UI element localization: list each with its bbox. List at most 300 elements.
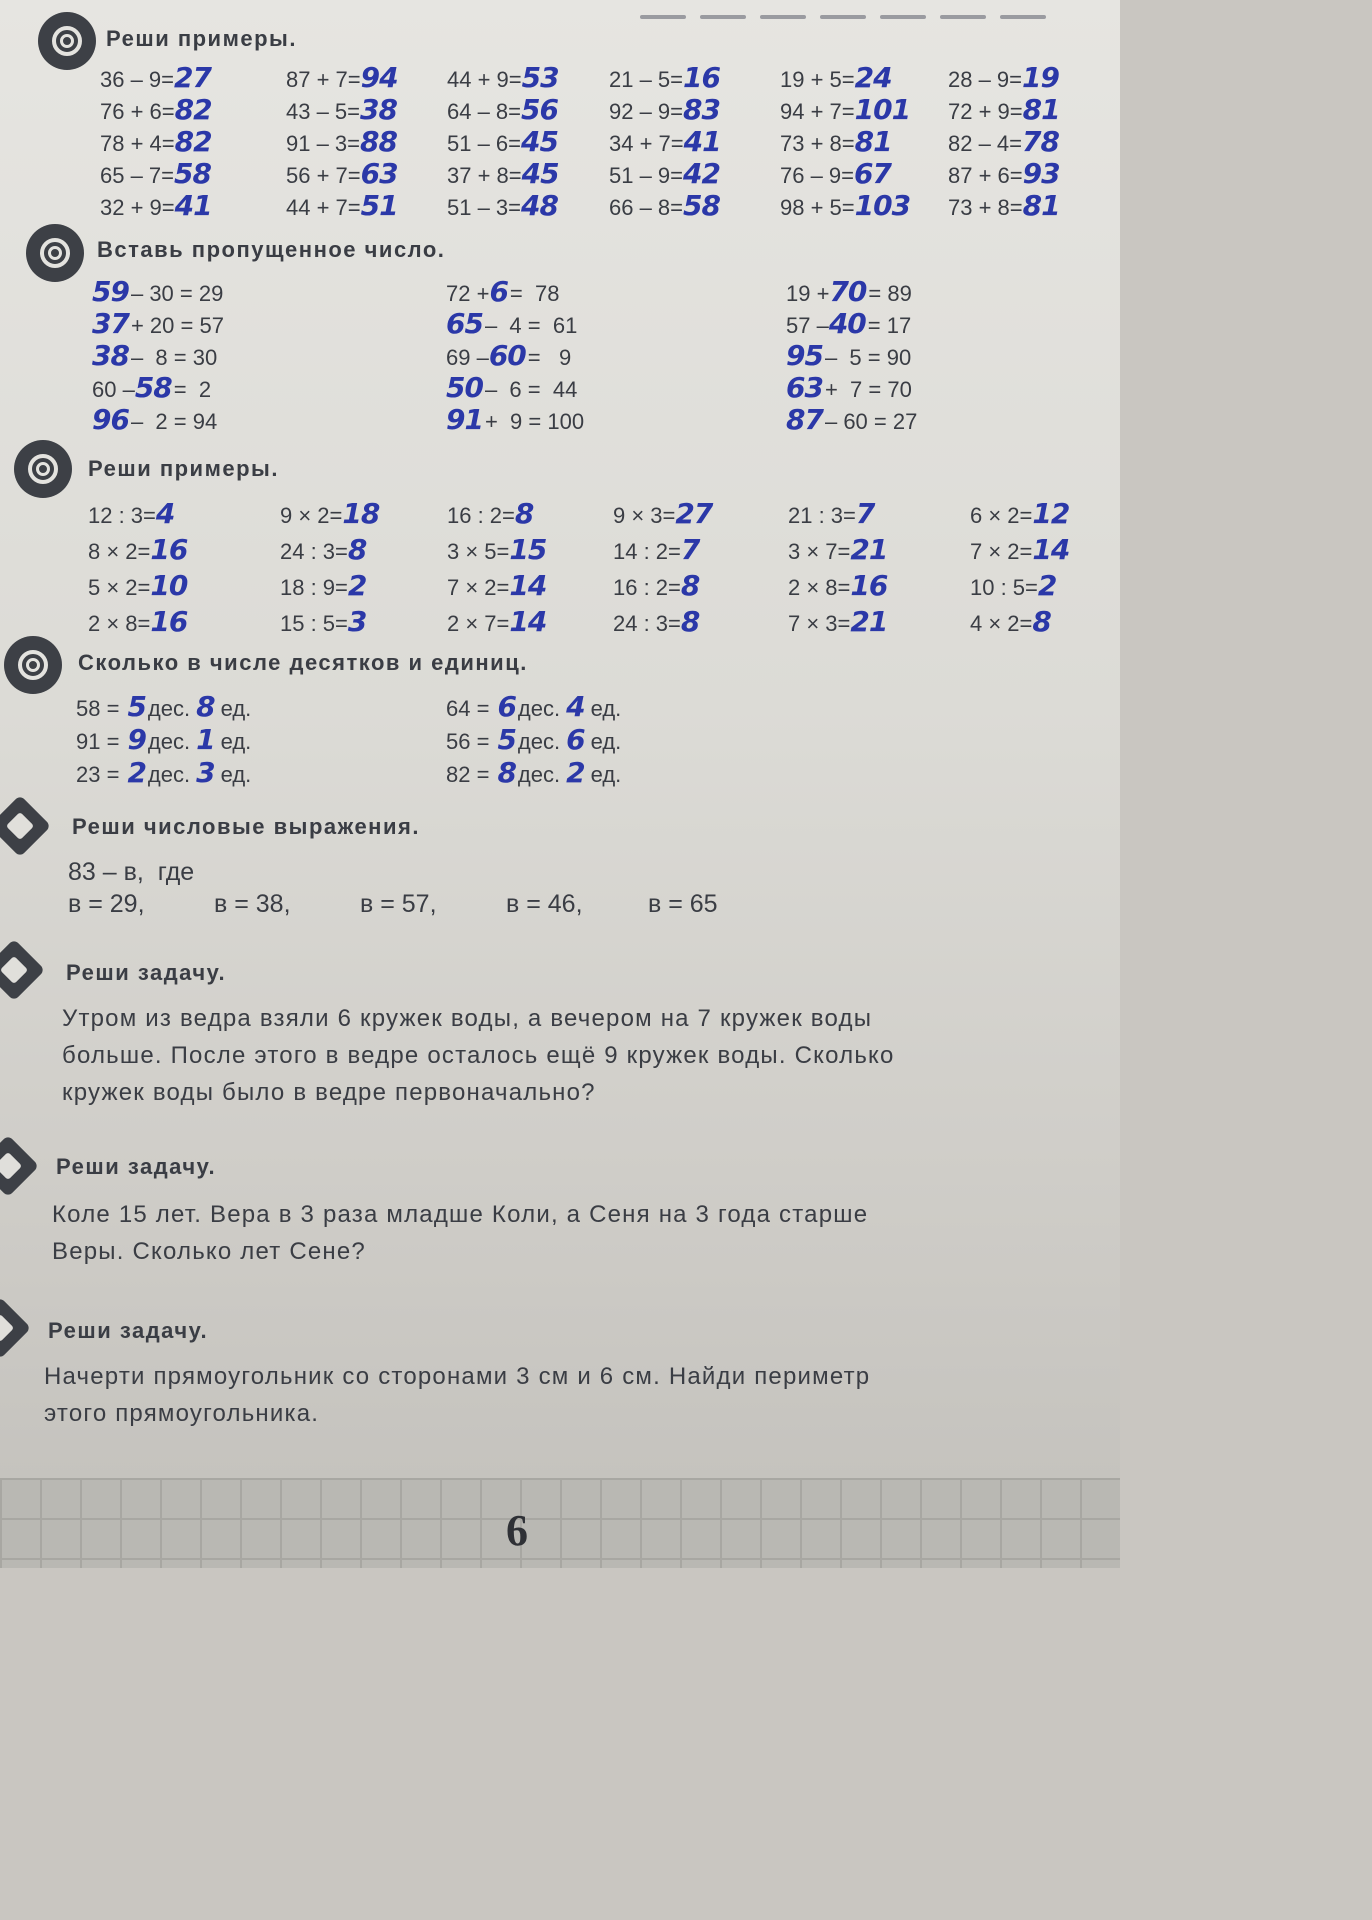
- handwritten-answer: 101: [854, 93, 911, 126]
- variable-value: в = 29,: [68, 890, 145, 918]
- printed-expression: + 7 = 70: [824, 377, 912, 402]
- handwritten-answer: 14: [509, 605, 547, 638]
- task-line: кружек воды было в ведре первоначально?: [62, 1079, 596, 1106]
- page-number: 6: [506, 1506, 528, 1555]
- handwritten-answer: 81: [1022, 93, 1060, 126]
- printed-expression: 82 – 4=: [948, 131, 1023, 156]
- example-row: [609, 158, 721, 190]
- handwritten-answer: 42: [683, 157, 720, 190]
- example-row: [609, 126, 721, 158]
- example-row: [446, 404, 584, 436]
- tens-ones-column: [76, 690, 251, 789]
- handwritten-answer: 60: [488, 339, 526, 372]
- handwritten-answer: 7: [855, 497, 875, 530]
- printed-expression: 66 – 8=: [609, 195, 684, 220]
- tens-label: дес.: [147, 696, 191, 721]
- example-row: [948, 190, 1060, 222]
- example-row: [286, 94, 398, 126]
- handwritten-ones: 1: [196, 723, 215, 756]
- example-row: [280, 532, 379, 568]
- ones-label: ед.: [220, 729, 252, 754]
- example-row: [780, 126, 910, 158]
- printed-expression: + 9 = 100: [484, 409, 585, 434]
- task-line: больше. После этого в ведре осталось ещё 9 кружек воды. Сколько: [62, 1042, 895, 1069]
- printed-expression: 76 – 9=: [780, 163, 855, 188]
- printed-expression: 65 – 7=: [100, 163, 175, 188]
- printed-expression: 87 + 7=: [286, 67, 361, 92]
- handwritten-answer: 8: [680, 569, 700, 602]
- example-row: [100, 158, 212, 190]
- example-row: [92, 340, 224, 372]
- example-row: [447, 532, 546, 568]
- printed-expression: 44 + 9=: [447, 67, 522, 92]
- printed-expression: 3 × 5=: [447, 539, 510, 564]
- printed-expression: 7 × 3=: [788, 611, 851, 636]
- printed-expression: 19 + 5=: [780, 67, 855, 92]
- task-line: Коле 15 лет. Вера в 3 раза младше Коли, а Сеня на 3 года старше: [52, 1201, 869, 1228]
- example-row: [970, 532, 1069, 568]
- handwritten-answer: 16: [850, 569, 888, 602]
- printed-expression: 98 + 5=: [780, 195, 855, 220]
- number-label: 64 =: [446, 696, 490, 721]
- printed-expression: 76 + 6=: [100, 99, 175, 124]
- handwritten-answer: 65: [446, 307, 483, 340]
- printed-expression: 60 –: [92, 377, 135, 402]
- diamond-icon: [0, 795, 51, 857]
- example-row: [948, 94, 1060, 126]
- handwritten-answer: 53: [521, 61, 559, 94]
- tens-ones-row: [446, 690, 621, 723]
- example-row: [447, 158, 559, 190]
- tens-label: дес.: [517, 762, 561, 787]
- printed-expression: 44 + 7=: [286, 195, 361, 220]
- example-row: [788, 604, 887, 640]
- printed-expression: 32 + 9=: [100, 195, 175, 220]
- handwritten-ones: 6: [566, 723, 585, 756]
- handwritten-answer: 16: [683, 61, 720, 94]
- handwritten-answer: 58: [174, 157, 211, 190]
- task-line: Веры. Сколько лет Сене?: [52, 1238, 366, 1265]
- printed-expression: – 5 = 90: [824, 345, 912, 370]
- example-row: [788, 568, 887, 604]
- section-3-title: Реши примеры.: [88, 456, 279, 481]
- handwritten-ones: 8: [196, 690, 215, 723]
- example-row: [100, 62, 212, 94]
- ones-label: ед.: [590, 762, 622, 787]
- handwritten-answer: 63: [786, 371, 823, 404]
- example-row: [446, 340, 584, 372]
- example-column: [788, 496, 887, 640]
- printed-expression: 2 × 8=: [788, 575, 851, 600]
- handwritten-answer: 78: [1022, 125, 1059, 158]
- example-column: [286, 62, 398, 222]
- tens-ones-row: [446, 756, 621, 789]
- printed-expression: 21 : 3=: [788, 503, 856, 528]
- example-row: [786, 276, 917, 308]
- example-row: [88, 568, 187, 604]
- handwritten-tens: 8: [497, 756, 516, 789]
- handwritten-answer: 21: [850, 533, 888, 566]
- example-row: [788, 532, 887, 568]
- example-row: [609, 62, 721, 94]
- example-column: [970, 496, 1069, 640]
- example-row: [609, 190, 721, 222]
- handwritten-answer: 8: [680, 605, 700, 638]
- printed-expression: 94 + 7=: [780, 99, 855, 124]
- handwritten-answer: 45: [521, 125, 558, 158]
- printed-expression: 91 – 3=: [286, 131, 361, 156]
- task-line: этого прямоугольника.: [44, 1400, 320, 1427]
- handwritten-answer: 21: [850, 605, 888, 638]
- handwritten-answer: 8: [1032, 605, 1051, 638]
- printed-expression: 78 + 4=: [100, 131, 175, 156]
- example-row: [92, 276, 224, 308]
- example-column: [613, 496, 712, 640]
- variable-value: в = 65: [648, 890, 718, 918]
- printed-expression: 73 + 8=: [948, 195, 1023, 220]
- printed-expression: – 6 = 44: [484, 377, 578, 402]
- example-column: [446, 276, 584, 436]
- spiral-icon: [4, 636, 62, 694]
- handwritten-answer: 27: [174, 61, 211, 94]
- expression: 83 – в, где: [68, 858, 195, 886]
- tens-ones-row: [76, 756, 251, 789]
- printed-expression: 4 × 2=: [970, 611, 1033, 636]
- handwritten-answer: 41: [174, 189, 212, 222]
- section-5-title: Реши числовые выражения.: [72, 814, 420, 839]
- tens-label: дес.: [147, 729, 191, 754]
- handwritten-answer: 50: [446, 371, 483, 404]
- printed-expression: 5 × 2=: [88, 575, 151, 600]
- example-row: [780, 190, 910, 222]
- example-row: [447, 568, 546, 604]
- handwritten-answer: 14: [509, 569, 547, 602]
- tens-ones-row: [76, 690, 251, 723]
- example-row: [948, 158, 1060, 190]
- tens-ones-column: [446, 690, 621, 789]
- handwritten-answer: 38: [360, 93, 397, 126]
- example-row: [100, 94, 212, 126]
- handwritten-answer: 4: [155, 497, 175, 530]
- example-row: [613, 604, 712, 640]
- handwritten-answer: 81: [1022, 189, 1060, 222]
- example-row: [613, 496, 712, 532]
- printed-expression: 6 × 2=: [970, 503, 1033, 528]
- handwritten-answer: 59: [92, 275, 129, 308]
- printed-expression: = 9: [527, 345, 572, 370]
- example-row: [788, 496, 887, 532]
- example-row: [88, 604, 187, 640]
- spiral-icon: [26, 224, 84, 282]
- printed-expression: 14 : 2=: [613, 539, 681, 564]
- handwritten-tens: 2: [127, 756, 146, 789]
- example-row: [88, 532, 187, 568]
- printed-expression: = 78: [509, 281, 560, 306]
- handwritten-answer: 6: [489, 275, 508, 308]
- printed-expression: – 30 = 29: [130, 281, 224, 306]
- handwritten-answer: 96: [92, 403, 129, 436]
- handwritten-answer: 82: [174, 93, 212, 126]
- printed-expression: 51 – 3=: [447, 195, 522, 220]
- variable-value: в = 57,: [360, 890, 437, 918]
- example-row: [948, 126, 1060, 158]
- printed-expression: = 17: [867, 313, 912, 338]
- example-row: [446, 372, 584, 404]
- printed-expression: 69 –: [446, 345, 489, 370]
- example-row: [780, 158, 910, 190]
- handwritten-ones: 3: [196, 756, 215, 789]
- handwritten-answer: 88: [360, 125, 397, 158]
- handwritten-answer: 14: [1032, 533, 1070, 566]
- printed-expression: 64 – 8=: [447, 99, 522, 124]
- task-3-text: [44, 1358, 870, 1432]
- example-row: [447, 126, 559, 158]
- example-row: [786, 340, 917, 372]
- number-label: 23 =: [76, 762, 120, 787]
- handwritten-answer: 40: [828, 307, 866, 340]
- example-row: [786, 404, 917, 436]
- tens-label: дес.: [517, 696, 561, 721]
- example-column: [948, 62, 1060, 222]
- printed-expression: 72 + 9=: [948, 99, 1023, 124]
- printed-expression: 3 × 7=: [788, 539, 851, 564]
- tens-label: дес.: [147, 762, 191, 787]
- handwritten-tens: 9: [127, 723, 146, 756]
- ones-label: ед.: [590, 696, 622, 721]
- handwritten-answer: 16: [150, 533, 188, 566]
- printed-expression: 7 × 2=: [970, 539, 1033, 564]
- example-column: [280, 496, 379, 640]
- printed-expression: 16 : 2=: [613, 575, 681, 600]
- handwritten-answer: 3: [347, 605, 367, 638]
- handwritten-tens: 5: [497, 723, 516, 756]
- example-column: [447, 496, 546, 640]
- example-row: [100, 126, 212, 158]
- printed-expression: 15 : 5=: [280, 611, 348, 636]
- handwritten-answer: 87: [786, 403, 823, 436]
- example-row: [280, 604, 379, 640]
- handwritten-answer: 48: [521, 189, 558, 222]
- task-line: Утром из ведра взяли 6 кружек воды, а вечером на 7 кружек воды: [62, 1005, 873, 1032]
- printed-expression: 2 × 7=: [447, 611, 510, 636]
- example-row: [447, 604, 546, 640]
- section-8-title: Реши задачу.: [48, 1318, 209, 1343]
- printed-expression: 37 + 8=: [447, 163, 522, 188]
- handwritten-answer: 2: [1037, 569, 1057, 602]
- example-row: [286, 126, 398, 158]
- top-dashed-border: [640, 6, 1120, 18]
- example-row: [780, 62, 910, 94]
- printed-expression: 9 × 3=: [613, 503, 676, 528]
- example-row: [92, 404, 224, 436]
- printed-expression: = 2: [173, 377, 212, 402]
- printed-expression: 7 × 2=: [447, 575, 510, 600]
- task-2-text: [52, 1196, 868, 1270]
- handwritten-answer: 10: [150, 569, 188, 602]
- example-row: [613, 532, 712, 568]
- section-6-title: Реши задачу.: [66, 960, 227, 985]
- example-row: [447, 62, 559, 94]
- example-row: [780, 94, 910, 126]
- printed-expression: 51 – 6=: [447, 131, 522, 156]
- printed-expression: 72 +: [446, 281, 490, 306]
- tens-ones-row: [76, 723, 251, 756]
- example-row: [100, 190, 212, 222]
- number-label: 56 =: [446, 729, 490, 754]
- handwritten-answer: 2: [347, 569, 367, 602]
- example-column: [92, 276, 224, 436]
- handwritten-tens: 6: [497, 690, 516, 723]
- printed-expression: 9 × 2=: [280, 503, 343, 528]
- section-1-title: Реши примеры.: [106, 26, 297, 51]
- handwritten-answer: 8: [514, 497, 534, 530]
- handwritten-answer: 94: [360, 61, 398, 94]
- printed-expression: 24 : 3=: [280, 539, 348, 564]
- printed-expression: 28 – 9=: [948, 67, 1023, 92]
- handwritten-answer: 93: [1022, 157, 1060, 190]
- ones-label: ед.: [220, 696, 252, 721]
- handwritten-answer: 7: [680, 533, 700, 566]
- example-row: [447, 190, 559, 222]
- example-row: [613, 568, 712, 604]
- handwritten-answer: 56: [521, 93, 558, 126]
- handwritten-answer: 58: [683, 189, 720, 222]
- example-column: [100, 62, 212, 222]
- printed-expression: – 8 = 30: [130, 345, 218, 370]
- handwritten-answer: 91: [446, 403, 483, 436]
- handwritten-answer: 37: [92, 307, 129, 340]
- section-4-title: Сколько в числе десятков и единиц.: [78, 650, 528, 675]
- printed-expression: 51 – 9=: [609, 163, 684, 188]
- example-row: [446, 276, 584, 308]
- diamond-icon: [0, 1297, 31, 1359]
- handwritten-answer: 27: [675, 497, 713, 530]
- handwritten-answer: 83: [683, 93, 720, 126]
- example-row: [286, 190, 398, 222]
- printed-expression: 73 + 8=: [780, 131, 855, 156]
- handwritten-answer: 103: [854, 189, 911, 222]
- example-row: [970, 604, 1069, 640]
- example-row: [286, 158, 398, 190]
- section-2-title: Вставь пропущенное число.: [97, 237, 446, 262]
- example-row: [948, 62, 1060, 94]
- handwritten-tens: 5: [127, 690, 146, 723]
- example-row: [970, 568, 1069, 604]
- handwritten-answer: 15: [509, 533, 547, 566]
- handwritten-answer: 67: [854, 157, 891, 190]
- printed-expression: – 4 = 61: [484, 313, 578, 338]
- printed-expression: 8 × 2=: [88, 539, 151, 564]
- printed-expression: 24 : 3=: [613, 611, 681, 636]
- printed-expression: 57 –: [786, 313, 829, 338]
- section-7-title: Реши задачу.: [56, 1154, 217, 1179]
- tens-label: дес.: [517, 729, 561, 754]
- example-column: [447, 62, 559, 222]
- example-row: [280, 568, 379, 604]
- example-row: [786, 372, 917, 404]
- printed-expression: 10 : 5=: [970, 575, 1038, 600]
- handwritten-answer: 82: [174, 125, 212, 158]
- printed-expression: 16 : 2=: [447, 503, 515, 528]
- printed-expression: – 2 = 94: [130, 409, 218, 434]
- diamond-icon: [0, 1135, 39, 1197]
- example-row: [786, 308, 917, 340]
- handwritten-answer: 81: [854, 125, 892, 158]
- example-column: [780, 62, 910, 222]
- handwritten-answer: 24: [854, 61, 892, 94]
- example-row: [609, 94, 721, 126]
- handwritten-answer: 12: [1032, 497, 1070, 530]
- number-label: 82 =: [446, 762, 490, 787]
- printed-expression: 87 + 6=: [948, 163, 1023, 188]
- example-row: [92, 308, 224, 340]
- printed-expression: 21 – 5=: [609, 67, 684, 92]
- ones-label: ед.: [590, 729, 622, 754]
- example-row: [447, 94, 559, 126]
- example-column: [609, 62, 721, 222]
- number-label: 91 =: [76, 729, 120, 754]
- example-row: [446, 308, 584, 340]
- tens-ones-row: [446, 723, 621, 756]
- printed-expression: 2 × 8=: [88, 611, 151, 636]
- bottom-grid-border: [0, 1478, 1120, 1568]
- printed-expression: 19 +: [786, 281, 830, 306]
- task-1-text: [62, 1000, 895, 1111]
- handwritten-answer: 95: [786, 339, 823, 372]
- example-row: [286, 62, 398, 94]
- handwritten-answer: 19: [1022, 61, 1059, 94]
- printed-expression: 18 : 9=: [280, 575, 348, 600]
- handwritten-answer: 63: [360, 157, 398, 190]
- variable-value: в = 38,: [214, 890, 291, 918]
- example-column: [786, 276, 917, 436]
- printed-expression: – 60 = 27: [824, 409, 918, 434]
- handwritten-answer: 58: [134, 371, 172, 404]
- printed-expression: 92 – 9=: [609, 99, 684, 124]
- handwritten-ones: 4: [566, 690, 585, 723]
- handwritten-ones: 2: [566, 756, 585, 789]
- handwritten-answer: 18: [342, 497, 380, 530]
- example-row: [280, 496, 379, 532]
- printed-expression: 43 – 5=: [286, 99, 361, 124]
- spiral-icon: [38, 12, 96, 70]
- printed-expression: = 89: [868, 281, 912, 306]
- task-line: Начерти прямоугольник со сторонами 3 см и 6 см. Найди периметр: [44, 1363, 871, 1390]
- handwritten-answer: 16: [150, 605, 188, 638]
- example-row: [447, 496, 546, 532]
- handwritten-answer: 38: [92, 339, 129, 372]
- printed-expression: 36 – 9=: [100, 67, 175, 92]
- printed-expression: 56 + 7=: [286, 163, 361, 188]
- handwritten-answer: 70: [829, 275, 867, 308]
- spiral-icon: [14, 440, 72, 498]
- example-row: [88, 496, 187, 532]
- handwritten-answer: 8: [347, 533, 367, 566]
- ones-label: ед.: [220, 762, 252, 787]
- variable-value: в = 46,: [506, 890, 583, 918]
- handwritten-answer: 51: [360, 189, 398, 222]
- printed-expression: + 20 = 57: [130, 313, 224, 338]
- example-column: [88, 496, 187, 640]
- number-label: 58 =: [76, 696, 120, 721]
- diamond-icon: [0, 939, 45, 1001]
- printed-expression: 12 : 3=: [88, 503, 156, 528]
- example-row: [92, 372, 224, 404]
- handwritten-answer: 41: [683, 125, 721, 158]
- handwritten-answer: 45: [521, 157, 559, 190]
- printed-expression: 34 + 7=: [609, 131, 684, 156]
- example-row: [970, 496, 1069, 532]
